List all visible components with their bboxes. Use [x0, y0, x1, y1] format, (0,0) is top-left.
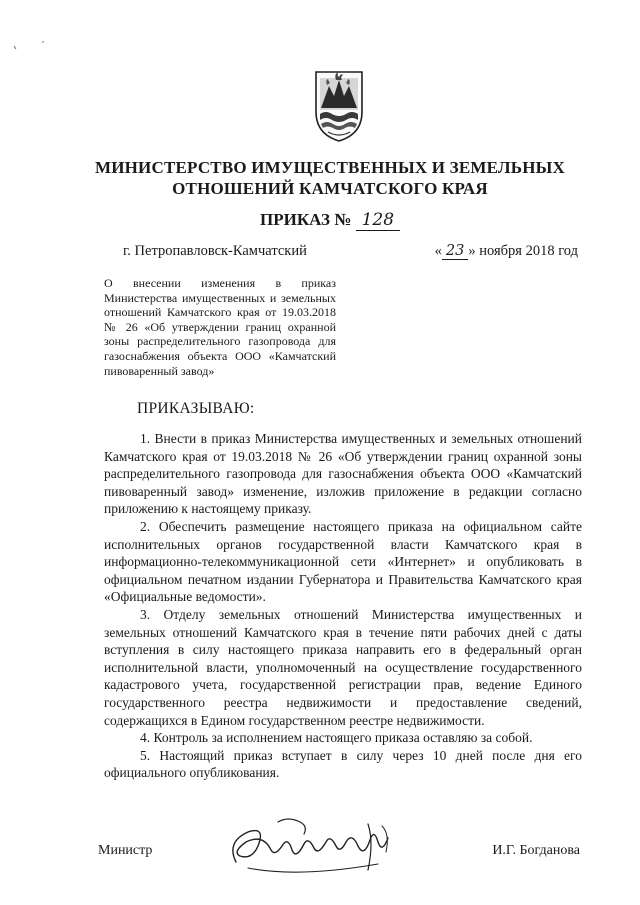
order-title: [60, 210, 600, 230]
ministry-name-line1: МИНИСТЕРСТВО ИМУЩЕСТВЕННЫХ И ЗЕМЕЛЬНЫХ: [94, 158, 566, 177]
scan-artifact-marks: [12, 40, 52, 60]
ministry-name-line2: ОТНОШЕНИЙ КАМЧАТСКОГО КРАЯ: [172, 179, 488, 198]
order-directive-heading: ПРИКАЗЫВАЮ:: [137, 400, 255, 417]
handwritten-signature: [218, 812, 418, 882]
order-number: 128: [356, 210, 400, 231]
date-line: « 23 » ноября 2018 год: [434, 243, 578, 259]
order-paragraph-1: 1. Внести в приказ Министерства имущественных и земельных отношений Камчатского края от 19.03.2018 № 26 «Об утверждении границ охранной зоны распределительного газопровода для газоснабжения объекта ООО «Камчатский пивоваренный завод» изменение, изложив приложение в редакции согласно приложению к настоящему приказу.: [104, 431, 582, 517]
signatory-role: Министр: [98, 843, 153, 858]
order-paragraph-4: 4. Контроль за исполнением настоящего приказа оставляю за собой.: [140, 730, 533, 746]
order-label: ПРИКАЗ №: [259, 210, 352, 229]
order-paragraph-3: 3. Отделу земельных отношений Министерства имущественных и земельных отношений Камчатского края в течение пяти рабочих дней с даты вступления в силу настоящего приказа направить его в федеральный орган исполнительной власти, уполномоченный на осуществление государственного кадастрового учета, государственной регистрации прав, ведение Единого государственного реестра недвижимости и предоставление сведений, содержащихся в Едином государственном реестре недвижимости.: [104, 606, 582, 728]
order-paragraph-2: 2. Обеспечить размещение настоящего приказа на официальном сайте исполнительных органов государственной власти Камчатского края в информационно-телекоммуникационной сети «Интернет» и опубликовать в официальном печатном издании Губернатора и Правительства Камчатского края «Официальные ведомости».: [104, 518, 582, 605]
order-subject: О внесении изменения в приказ Министерства имущественных и земельных отношений Камчатского края от 19.03.2018 № 26 «Об утверждении границ охранной зоны распределительного газопровода для газоснабжения объекта ООО «Камчатский пивоваренный завод»: [104, 276, 336, 378]
order-paragraph-5: 5. Настоящий приказ вступает в силу через 10 дней после дня его официального опубликования.: [104, 747, 582, 781]
order-body: [104, 430, 582, 782]
city-line: г. Петропавловск-Камчатский: [123, 243, 307, 259]
kamchatka-coat-of-arms-icon: [312, 68, 366, 144]
signatory-name: И.Г. Богданова: [492, 843, 580, 858]
ministry-name: [60, 157, 600, 199]
date-rest: ноября 2018 год: [479, 243, 578, 259]
date-day: 23: [442, 243, 468, 260]
